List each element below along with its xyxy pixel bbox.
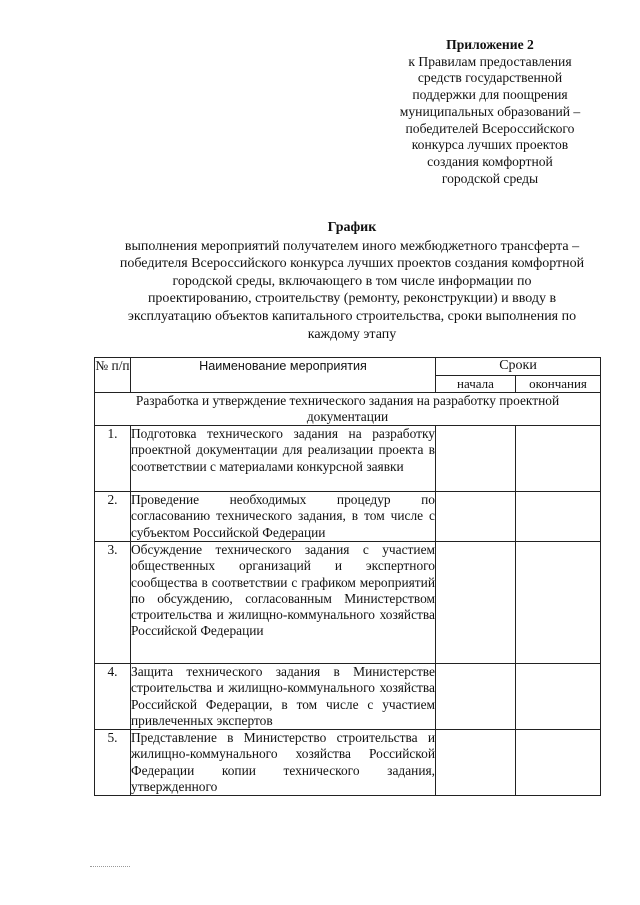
heading-line: каждому этапу xyxy=(307,326,397,342)
schedule-title: График xyxy=(327,220,377,235)
row-activity: Обсуждение технического задания с участием общественных организаций и экспертного сообщества в соответствии с графиком мероприятий по обсуждению, согласованным Министерством строительства и жилищно-коммунального хозяйства Российской Федерации xyxy=(131,542,436,664)
row-activity: Подготовка технического задания на разработку проектной документации для реализации проекта в соответствии с материалами конкурсной заявки xyxy=(131,426,436,492)
appendix-line: городской среды xyxy=(441,170,539,186)
heading-line: городской среды, включающего в том числе информации по xyxy=(172,273,532,289)
heading-line: выполнения мероприятий получателем иного межбюджетного трансферта – xyxy=(124,238,580,254)
row-number: 2. xyxy=(95,492,131,542)
table-row xyxy=(95,664,601,730)
table-row xyxy=(95,492,601,542)
row-end-date xyxy=(516,542,601,664)
section-row xyxy=(95,393,601,426)
row-activity: Представление в Министерство строительства и жилищно-коммунального хозяйства Российской Федерации копии технического задания, утвержденного xyxy=(131,730,435,794)
appendix-line: создания комфортной xyxy=(427,153,553,169)
row-activity: Защита технического задания в Министерстве строительства и жилищно-коммунального хозяйства Российской Федерации, в том числе с участием привлеченных экспертов xyxy=(131,664,435,728)
col-header-terms: Сроки xyxy=(436,358,601,376)
appendix-line: конкурса лучших проектов xyxy=(411,137,569,153)
row-number: 3. xyxy=(95,542,131,664)
appendix-line: победителей Всероссийского xyxy=(405,120,575,136)
row-end-date xyxy=(516,492,601,542)
appendix-title: Приложение 2 xyxy=(446,37,534,52)
row-start-date xyxy=(436,492,516,542)
row-start-date xyxy=(436,664,516,730)
schedule-heading xyxy=(84,219,620,343)
row-number: 4. xyxy=(95,664,131,730)
row-number: 1. xyxy=(95,426,131,492)
scan-artifact xyxy=(90,866,130,868)
table-row xyxy=(95,426,601,492)
row-end-date xyxy=(516,664,601,730)
heading-line: победителя Всероссийского конкурса лучших проектов создания комфортной xyxy=(119,256,585,272)
row-end-date xyxy=(516,426,601,492)
appendix-line: поддержки для поощрения xyxy=(412,87,568,103)
schedule-table xyxy=(94,357,601,796)
row-end-date xyxy=(516,730,601,796)
row-start-date xyxy=(436,730,516,796)
col-header-name: Наименование мероприятия xyxy=(131,358,436,393)
table-row xyxy=(95,730,601,796)
col-header-start: начала xyxy=(436,376,516,393)
heading-line: эксплуатацию объектов капитального строительства, сроки выполнения по xyxy=(127,308,577,324)
appendix-block xyxy=(372,37,608,187)
row-start-date xyxy=(436,542,516,664)
row-start-date xyxy=(436,426,516,492)
row-number: 5. xyxy=(95,730,131,796)
appendix-line: средств государственной xyxy=(417,70,563,86)
appendix-line: муниципальных образований – xyxy=(399,103,581,119)
section-title: Разработка и утверждение технического задания на разработку проектной документации xyxy=(95,393,601,426)
row-activity: Проведение необходимых процедур по согласованию технического задания, в том числе с субъектом Российской Федерации xyxy=(131,492,436,542)
table-row xyxy=(95,542,601,664)
col-header-number: № п/п xyxy=(95,358,131,393)
heading-line: проектированию, строительству (ремонту, реконструкции) и вводу в xyxy=(147,291,557,307)
appendix-line: к Правилам предоставления xyxy=(408,53,572,69)
col-header-end: окончания xyxy=(516,376,601,393)
